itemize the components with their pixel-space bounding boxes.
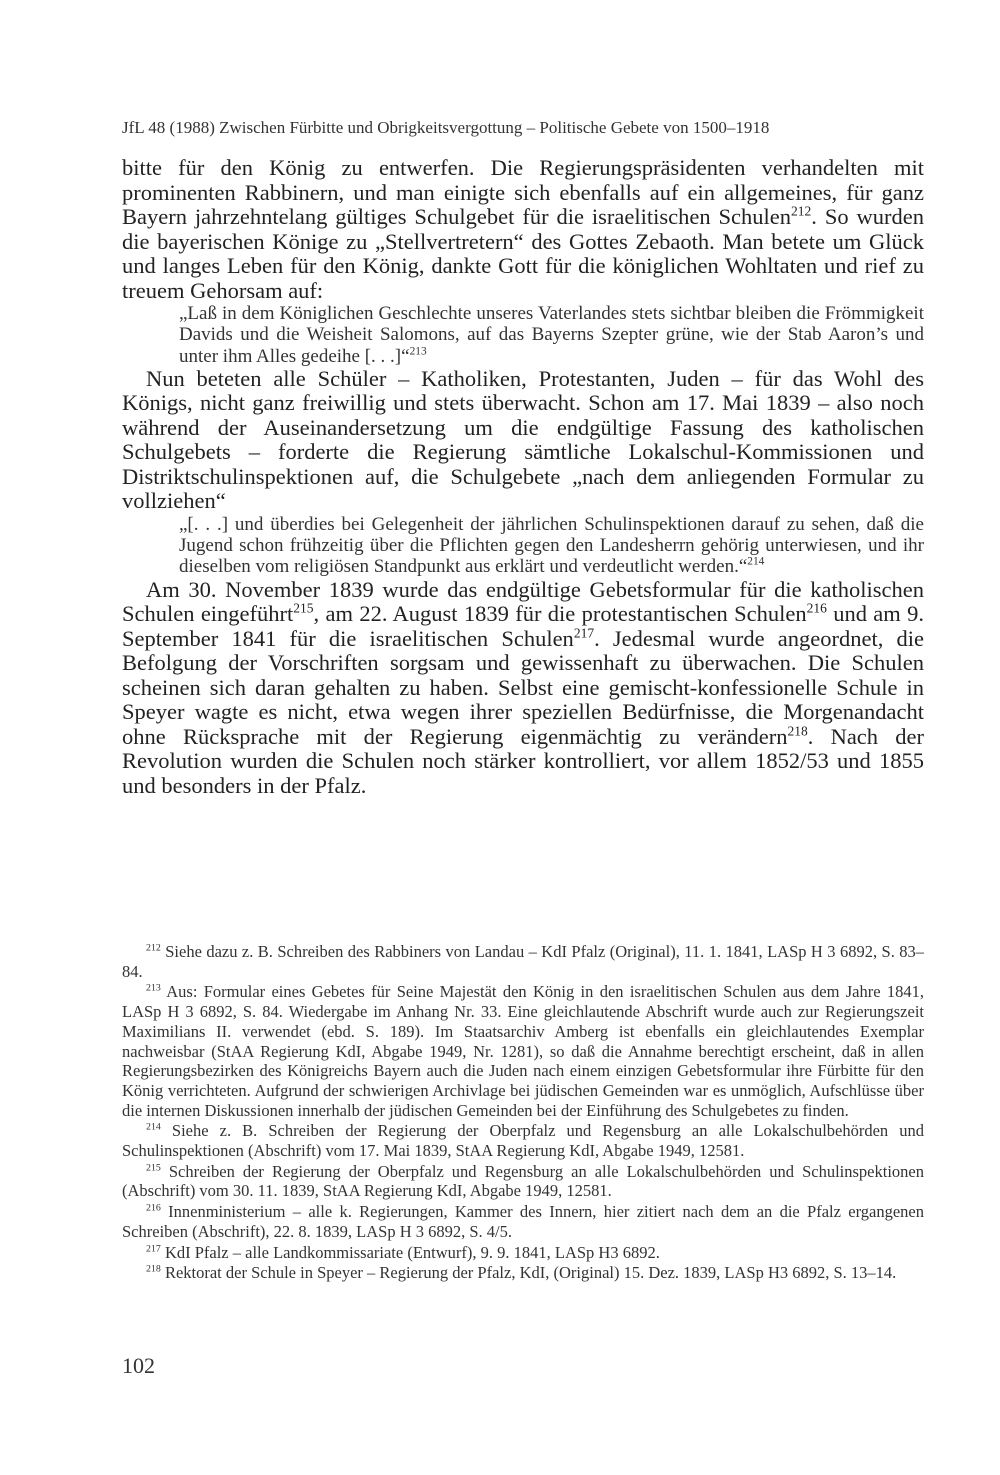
footnote-215 <box>122 1162 924 1201</box>
footnote-ref-212[interactable]: 212 <box>791 203 812 219</box>
paragraph-2: Nun beteten alle Schüler – Katholiken, Protestanten, Juden – für das Wohl des Königs, nicht ganz freiwillig und stets überwacht. Schon am 17. Mai 1839 – also noch während der Auseinandersetzung um die endgültige Fassung des katholischen Schulgebets – forderte die Regierung sämtliche Lokalschul-Kommissionen und Distriktschulinspektionen auf, die Schulgebete „nach dem anliegenden Formular zu vollziehen“ <box>122 365 924 514</box>
footnote-number: 212 <box>146 942 161 954</box>
footnote-number: 215 <box>146 1162 161 1174</box>
footnote-212 <box>122 942 924 981</box>
block-quote-2 <box>179 514 924 578</box>
running-head: JfL 48 (1988) Zwischen Fürbitte und Obrigkeitsvergottung – Politische Gebete von 1500–1918 <box>122 118 770 137</box>
footnotes <box>122 942 924 1284</box>
footnote-text: Rektorat der Schule in Speyer – Regierung der Pfalz, KdI, (Original) 15. Dez. 1839, LASp H3 6892, S. 13–14. <box>164 1263 897 1283</box>
footnote-number: 213 <box>146 982 161 994</box>
paragraph-3-text-c: und am 9. September 1841 für die israelitischen Schulen <box>122 601 925 651</box>
footnote-ref-214[interactable]: 214 <box>747 556 765 569</box>
footnote-ref-215[interactable]: 215 <box>293 600 314 616</box>
footnote-218 <box>122 1263 924 1283</box>
footnote-213 <box>122 982 924 1120</box>
footnote-ref-216[interactable]: 216 <box>806 600 827 616</box>
block-quote-2-text: „[. . .] und überdies bei Gelegenheit der jährlichen Schulinspektionen darauf zu sehen, daß die Jugend schon frühzeitig über die Pflichten gegen den Landesherrn gehörig unterwiesen, und ihr dieselben vom religiösen Standpunkt aus erklärt und verdeutlicht werden.“ <box>179 513 924 578</box>
footnote-ref-218[interactable]: 218 <box>787 723 808 739</box>
footnote-text: Aus: Formular eines Gebetes für Seine Majestät den König in den israelitischen Schulen aus dem Jahre 1841, LASp H 3 6892, S. 84. Wiedergabe im Anhang Nr. 33. Eine gleichlautende Abschrift wurde auch zur Regierungszeit Maximilians II. verwendet (ebd. S. 189). Im Staatsarchiv Amberg ist ebenfalls ein gleichlautendes Exemplar nachweisbar (StAA Regierung KdI, Abgabe 1949, Nr. 1281), so daß die Annahme berechtigt erscheint, daß in allen Regierungsbezirken des Königreichs Bayern auch die Juden nach einem einzigen Gebetsformular ihre Fürbitte für den König verrichteten. Aufgrund der schwierigen Archivlage bei jüdischen Gemeinden war es unmöglich, Aufschlüsse über die internen Diskussionen innerhalb der jüdischen Gemeinden bei der Einführung des Schulgebetes zu finden. <box>122 982 924 1120</box>
paragraph-1-text-b: . So wurden die bayerischen Könige zu „Stellvertretern“ des Gottes Zebaoth. Man betete um Glück und langes Leben für den König, dankte Gott für die königlichen Wohltaten und rief zu treuem Gehorsam auf: <box>122 204 924 303</box>
footnote-number: 216 <box>146 1202 161 1214</box>
paragraph-3-text-a: Am 30. November 1839 wurde das endgültige Gebetsformular für die katholischen Schulen eingeführt <box>122 576 924 627</box>
paragraph-1 <box>122 156 924 303</box>
footnote-number: 218 <box>146 1263 161 1275</box>
footnote-text: Innenministerium – alle k. Regierungen, Kammer des Innern, hier zitiert nach dem an die Pfalz ergangenen Schreiben (Abschrift), 22. 8. 1839, LASp H 3 6892, S. 4/5. <box>122 1202 925 1241</box>
paragraph-3-text-e: . Nach der Revolution wurden die Schulen noch stärker kontrolliert, vor allem 1852/53 und 1855 und besonders in der Pfalz. <box>122 723 925 798</box>
footnote-text: Schreiben der Regierung der Oberpfalz und Regensburg an alle Lokalschulbehörden und Schulinspektionen (Abschrift) vom 30. 11. 1839, StAA Regierung KdI, Abgabe 1949, 12581. <box>122 1161 924 1201</box>
page-number: 102 <box>122 1353 155 1378</box>
footnote-216 <box>122 1202 924 1241</box>
footnote-text: Siehe dazu z. B. Schreiben des Rabbiners von Landau – KdI Pfalz (Original), 11. 1. 1841, LASp H 3 6892, S. 83–84. <box>122 942 925 981</box>
paragraph-3-text-b: , am 22. August 1839 für die protestantischen Schulen <box>313 601 807 627</box>
footnote-text: Siehe z. B. Schreiben der Regierung der Oberpfalz und Regensburg an alle Lokalschulbehörden und Schulinspektionen (Abschrift) vom 17. Mai 1839, StAA Regierung KdI, Abgabe 1949, 12581. <box>122 1121 925 1161</box>
footnote-number: 214 <box>146 1121 161 1133</box>
footnote-217 <box>122 1243 924 1263</box>
footnote-214 <box>122 1121 924 1160</box>
footnote-text: KdI Pfalz – alle Landkommissariate (Entwurf), 9. 9. 1841, LASp H3 6892. <box>164 1242 660 1262</box>
footnote-ref-217[interactable]: 217 <box>573 625 595 641</box>
footnote-number: 217 <box>146 1243 161 1255</box>
block-quote-1-text: „Laß in dem Königlichen Geschlechte unseres Vaterlandes stets sichtbar bleiben die Frömmigkeit Davids und die Weisheit Salomons, auf das Bayerns Szepter grüne, wie der Stab Aaron’s und unter ihm Alles gedeihe [. . .]“ <box>179 303 924 367</box>
footnote-ref-213[interactable]: 213 <box>409 345 427 358</box>
main-text <box>122 156 924 798</box>
block-quote-1 <box>179 303 924 367</box>
paragraph-3-text-d: . Jedesmal wurde angeordnet, die Befolgung der Vorschriften sorgsam und gewissenhaft zu überwachen. Die Schulen scheinen sich daran gehalten zu haben. Selbst eine gemischt-konfessionelle Schule in Speyer wagte es nicht, etwa wegen ihrer speziellen Bedürfnisse, die Morgenandacht ohne Rücksprache mit der Regierung eigenmächtig zu verändern <box>122 625 924 749</box>
paragraph-1-text-a: bitte für den König zu entwerfen. Die Regierungspräsidenten verhandelten mit prominenten Rabbinern, und man einigte sich ebenfalls auf ein allgemeines, für ganz Bayern jahrzehntelang gültiges Schulgebet für die israelitischen Schulen <box>122 155 924 229</box>
paragraph-3 <box>122 578 924 799</box>
